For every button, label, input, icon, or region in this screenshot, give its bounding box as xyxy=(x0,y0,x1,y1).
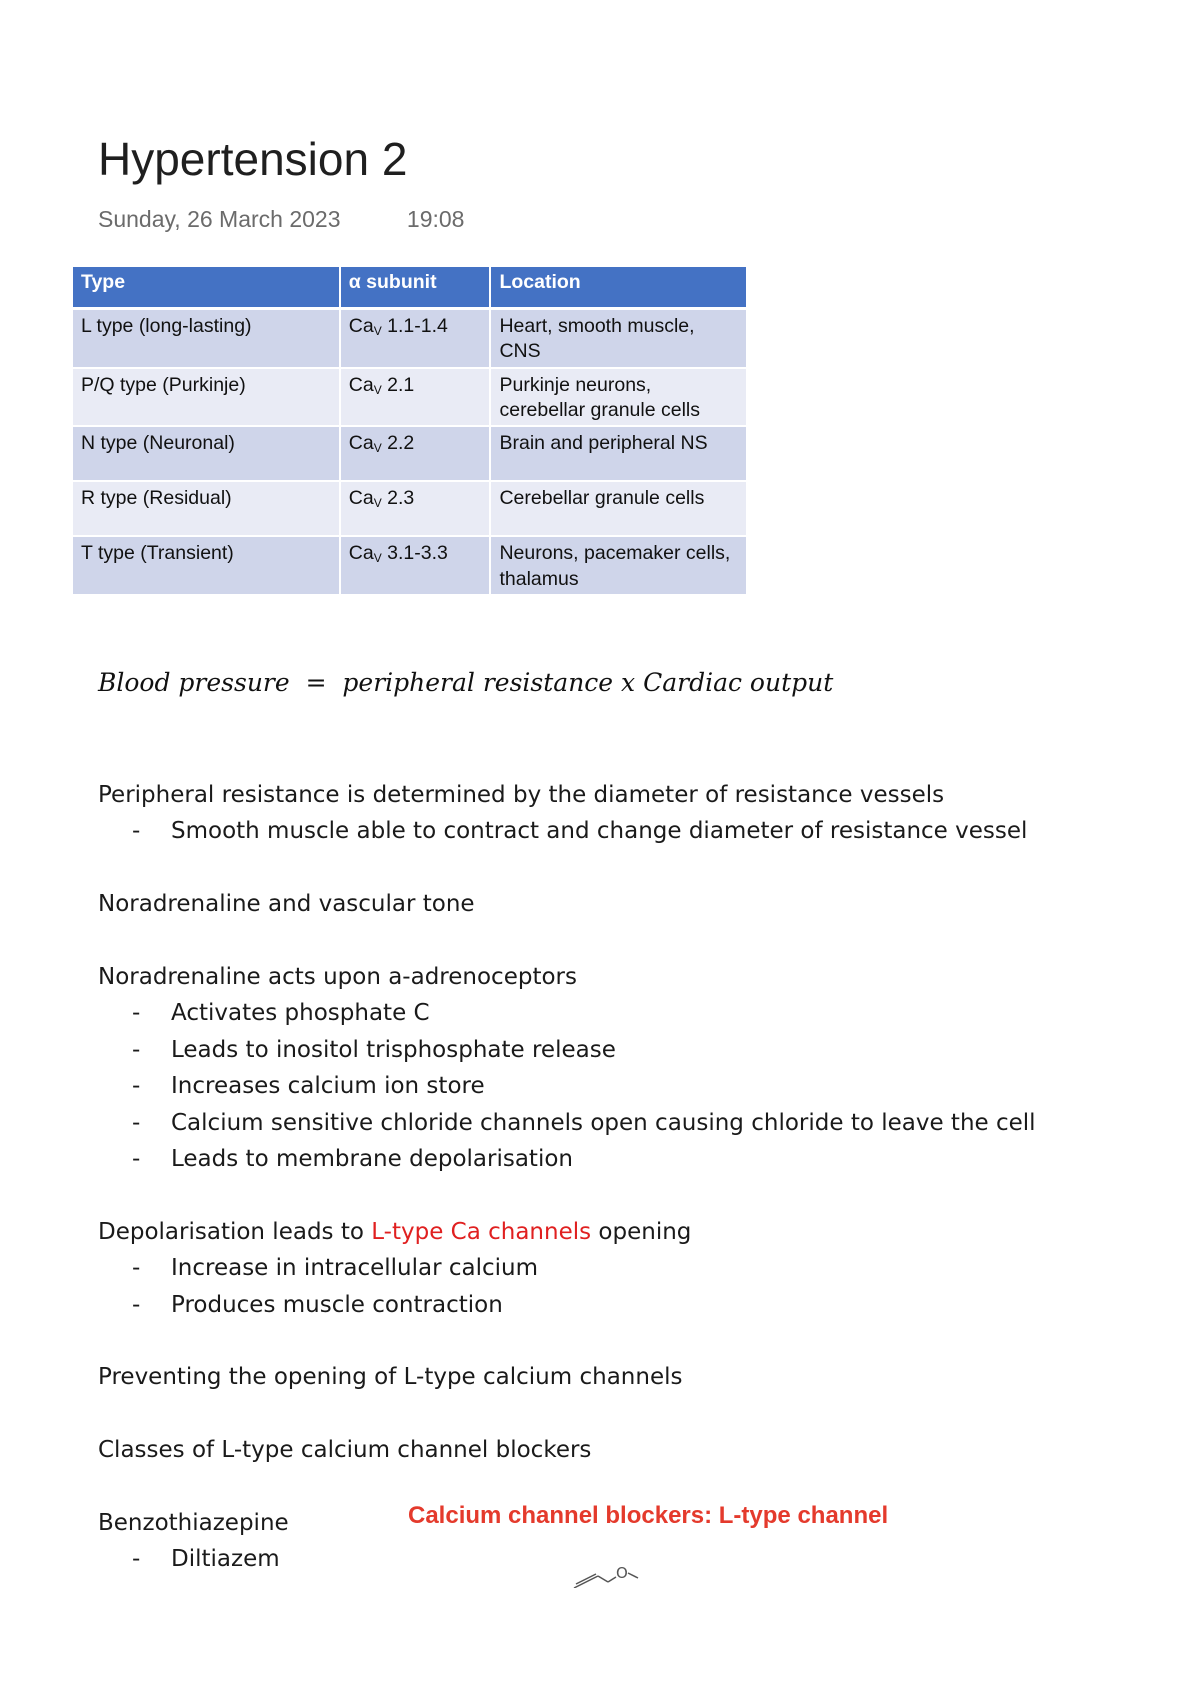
page-date: Sunday, 26 March 2023 xyxy=(98,206,341,232)
page-meta xyxy=(98,206,464,233)
list-item: - Leads to membrane depolarisation xyxy=(98,1141,1158,1177)
cell-location: Heart, smooth muscle, CNS xyxy=(490,309,746,368)
list-item: - Increases calcium ion store xyxy=(98,1068,1158,1104)
l-type-highlight: L-type Ca channels xyxy=(371,1218,592,1245)
cell-type: R type (Residual) xyxy=(73,481,340,536)
noradrenaline-heading: Noradrenaline acts upon a-adrenoceptors xyxy=(98,964,577,990)
cell-subunit: $Ca_V$ 2.1 xyxy=(340,368,491,427)
molecule-fragment-icon xyxy=(570,1550,650,1588)
cell-location: Brain and peripheral NS xyxy=(490,426,746,481)
cell-type: L type (long-lasting) xyxy=(73,309,340,368)
cell-location: Neurons, pacemaker cells, thalamus xyxy=(490,536,746,595)
resistance-list xyxy=(98,813,1158,849)
note-body xyxy=(98,777,1158,1578)
list-item: - Leads to inositol trisphosphate release xyxy=(98,1032,1158,1068)
cell-subunit: $Ca_V$ 2.3 xyxy=(340,481,491,536)
resistance-heading: Peripheral resistance is determined by the diameter of resistance vessels xyxy=(98,782,945,808)
classes-heading: Classes of L-type calcium channel blockers xyxy=(98,1437,592,1464)
list-item: - Calcium sensitive chloride channels open causing chloride to leave the cell xyxy=(98,1105,1158,1141)
noradrenaline-list xyxy=(98,995,1158,1177)
benzothiazepine-heading: Benzothiazepine xyxy=(98,1510,289,1537)
list-item: - Smooth muscle able to contract and change diameter of resistance vessel xyxy=(98,813,1158,849)
depolarisation-heading: Depolarisation leads to L-type Ca channels opening xyxy=(98,1218,692,1245)
list-item: - Increase in intracellular calcium xyxy=(98,1250,1158,1286)
slide-clipping xyxy=(400,1498,960,1588)
tone-heading: Noradrenaline and vascular tone xyxy=(98,891,475,918)
page-time: 19:08 xyxy=(406,206,465,232)
blood-pressure-formula: Blood pressure = peripheral resistance x Cardiac output xyxy=(98,668,834,697)
table-header-row xyxy=(73,267,746,309)
cell-subunit: $Ca_V$ 3.1-3.3 xyxy=(340,536,491,595)
header-location: Location xyxy=(490,267,746,309)
list-item: - Activates phosphate C xyxy=(98,995,1158,1031)
table-row xyxy=(73,481,746,536)
cell-location: Cerebellar granule cells xyxy=(490,481,746,536)
slide-clip-title: Calcium channel blockers: L-type channel xyxy=(408,1502,889,1529)
depolarisation-list xyxy=(98,1250,1158,1323)
table-row xyxy=(73,536,746,595)
calcium-channel-table xyxy=(73,267,746,596)
cell-type: P/Q type (Purkinje) xyxy=(73,368,340,427)
cell-type: T type (Transient) xyxy=(73,536,340,595)
table-row xyxy=(73,426,746,481)
list-item: - Produces muscle contraction xyxy=(98,1287,1158,1323)
cell-subunit: $Ca_V$ 1.1-1.4 xyxy=(340,309,491,368)
preventing-heading: Preventing the opening of L-type calcium channels xyxy=(98,1364,683,1391)
header-type: Type xyxy=(73,267,340,309)
table-row xyxy=(73,309,746,368)
table-row xyxy=(73,368,746,427)
molecule-atom-label: O xyxy=(616,1564,628,1582)
cell-location: Purkinje neurons, cerebellar granule cells xyxy=(490,368,746,427)
header-subunit: α subunit xyxy=(340,267,491,309)
list-item: - Diltiazem xyxy=(98,1541,1158,1577)
cell-type: N type (Neuronal) xyxy=(73,426,340,481)
cell-subunit: $Ca_V$ 2.2 xyxy=(340,426,491,481)
page-title: Hypertension 2 xyxy=(98,133,408,185)
